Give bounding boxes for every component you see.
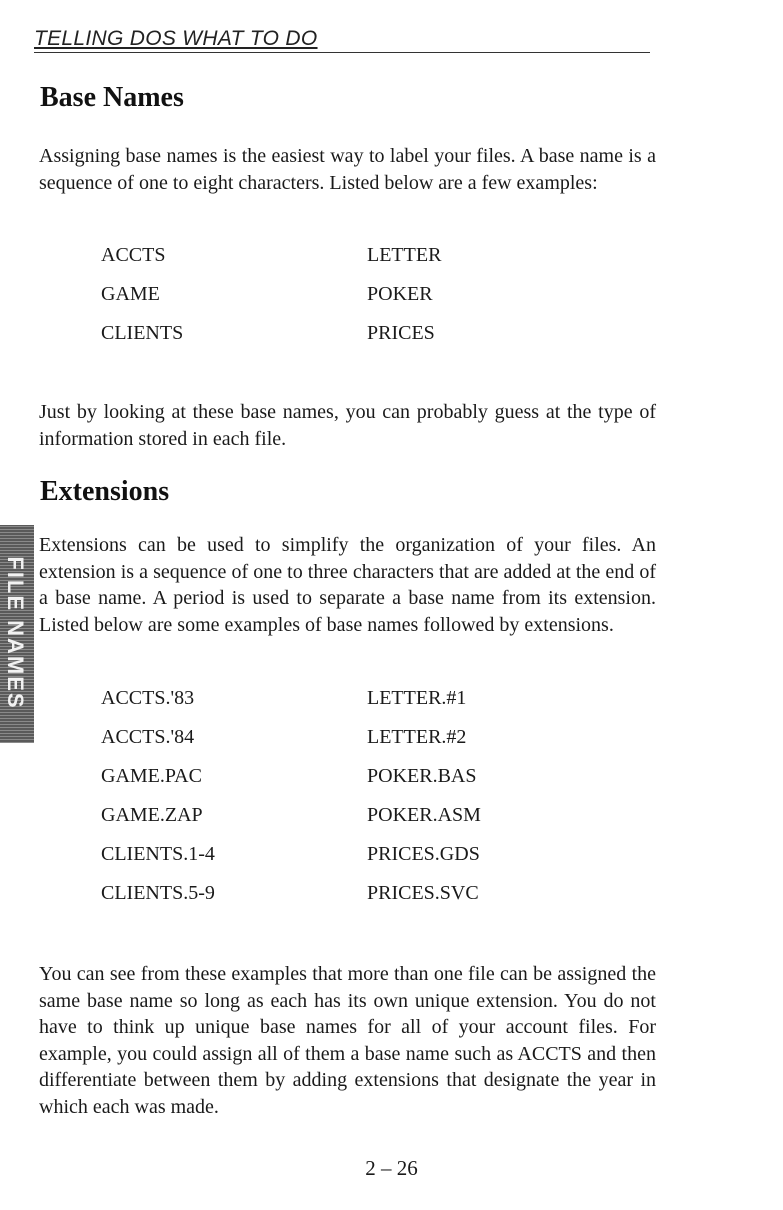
example-row [0,726,783,765]
example-name: GAME.ZAP [101,804,203,826]
example-row [0,322,783,361]
example-row [0,687,783,726]
example-name: CLIENTS.1-4 [101,843,215,865]
example-row [0,283,783,322]
running-head [34,26,650,53]
example-name: ACCTS [101,244,166,266]
example-name: CLIENTS [101,322,184,344]
example-name: GAME.PAC [101,765,202,787]
example-name: PRICES.GDS [367,843,480,865]
example-name: POKER.BAS [367,765,477,787]
base-names-intro: Assigning base names is the easiest way to label your files. A base name is a sequence of one to eight characters. Listed below are a few examples: [39,145,656,194]
thumb-tab-label: FILE NAMES [3,556,28,710]
example-name: ACCTS.'83 [101,687,195,709]
example-name: POKER [367,283,433,305]
example-name: POKER.ASM [367,804,481,826]
example-name: CLIENTS.5-9 [101,882,215,904]
example-row [0,804,783,843]
extensions-heading: Extensions [40,476,170,507]
page-number: 2 – 26 [365,1156,418,1180]
example-name: LETTER.#1 [367,687,467,709]
extensions-outro: You can see from these examples that more than one file can be assigned the same base name so long as each has its own unique extension. You do not have to think up unique base names for all of your account files. For example, you could assign all of them a base name such as ACCTS and then differentiate between them by adding extensions that designate the year in which each was made. [39,963,656,1118]
extensions-intro: Extensions can be used to simplify the organization of your files. An extension is a sequence of one to three characters that are added at the end of a base name. A period is used to separate a base name from its extension. Listed below are some examples of base names followed by extensions. [39,534,656,636]
example-name: PRICES.SVC [367,882,479,904]
example-name: GAME [101,283,160,305]
example-row [0,882,783,921]
example-name: LETTER [367,244,442,266]
example-row [0,244,783,283]
running-head-text: TELLING DOS WHAT TO DO [34,27,318,50]
example-row [0,843,783,882]
base-names-heading: Base Names [40,82,184,113]
base-names-outro: Just by looking at these base names, you can probably guess at the type of information stored in each file. [39,401,656,450]
extensions-examples [0,687,783,921]
example-row [0,765,783,804]
example-name: ACCTS.'84 [101,726,195,748]
example-name: LETTER.#2 [367,726,467,748]
base-names-examples [0,244,783,361]
example-name: PRICES [367,322,435,344]
